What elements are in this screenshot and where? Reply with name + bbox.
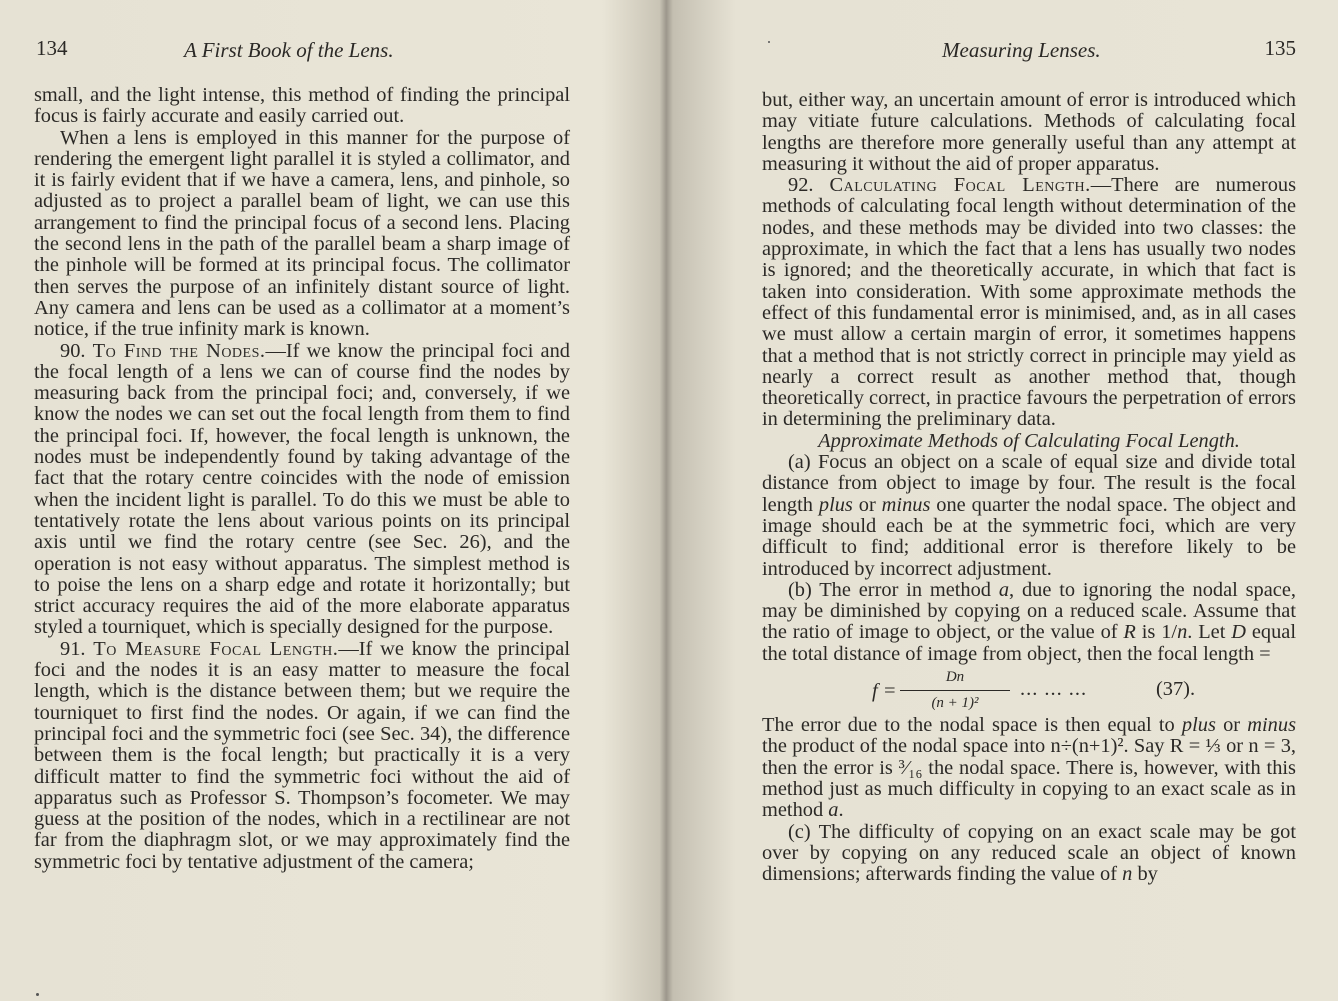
section-90 [34,341,570,639]
section-text: —If we know the principal foci and the focal length of a lens we can of course find the nodes by measuring back from the principal foci; and, conversely, if we know the nodes we can set out the focal length from them to find the principal foci. If, however, the focal length is unknown, the nodes must be independently found by taking advantage of the fact that the rotary centre coincides with the node of emission when the incident light is parallel. To do this we must be able to tentatively rotate the lens about various points on its principal axis until we find the rotary centre (see Sec. 26), and the operation is not easy without apparatus. The simplest method is to poise the lens on a sharp edge and rotate it horizontally; but strict accuracy requires the aid of the more elaborate apparatus styled a tourniquet, which is specially designed for the purpose. [34,339,570,639]
right-page-body [762,90,1296,885]
paper-speck [36,993,39,996]
page-number: 135 [1264,36,1296,60]
equation-number: (37). [1156,678,1196,701]
fraction-denominator: (n + 1)² [931,695,979,712]
method-a: (a) Focus an object on a scale of equal size and divide total distance from object to image by four. The result is the focal length plus or minus one quarter the nodal space. The object and image should each be at the symmetric foci, which are very difficult to find; additional error is therefore likely to be introduced by incorrect adjustment. [762,451,1296,580]
left-page [0,0,640,1001]
left-page-body [34,85,570,873]
section-number: 92. [788,174,830,197]
method-label: (c) [788,820,811,843]
method-c: (c) The difficulty of copying on an exact scale may be got over by copying on any reduced scale an object of known dimensions; afterwards finding the value of n by [762,820,1296,886]
paragraph: The error due to the nodal space is then equal to plus or minus the product of the nodal space into n÷(n+1)². Say R = ⅓ or n = 3, then the error is ³⁄₁₆ the nodal space. There is, however, with this method just as much difficulty in copying to an exact scale as in method a. [762,714,1296,822]
method-b: (b) The error in method a, due to ignoring the nodal space, may be diminished by copying on a reduced scale. Assume that the ratio of image to object, or the value of R is 1/n. Let D equal the total distance of image from object, then the focal length = [762,578,1296,665]
section-92 [762,175,1296,431]
section-heading: Calculating Focal Length. [829,174,1091,197]
method-label: (b) [788,578,812,601]
subheading: Approximate Methods of Calculating Focal Length. [818,429,1240,452]
section-number: 91. [60,637,94,660]
paragraph: small, and the light intense, this method of finding the principal focus is fairly accurate and easily carried out. [34,84,570,128]
equation-37 [762,667,1296,713]
fraction-numerator: Dn [900,667,1010,691]
left-page-header [0,36,640,66]
right-page-header [700,36,1338,66]
paragraph: but, either way, an uncertain amount of error is introduced which may vitiate future calculations. Methods of calculating focal lengths are therefore more generally useful than any attempt at measuring it without the aid of proper apparatus. [762,89,1296,175]
page-number: 134 [36,36,68,60]
paragraph: When a lens is employed in this manner for the purpose of rendering the emergent light parallel it is styled a collimator, and it is fairly evident that if we have a camera, lens, and pinhole, so adjusted as to project a parallel beam of light, we can use this arrangement to find the principal focus of a second lens. Placing the second lens in the path of the parallel beam a sharp image of the pinhole will be formed at its principal focus. The collimator then serves the purpose of an infinitely distant source of light. Any camera and lens can be used as a collimator at a moment’s notice, if the true infinity mark is known. [34,126,570,341]
equation-fraction [900,667,1010,715]
section-text: —If we know the principal foci and the nodes it is an easy matter to measure the focal length, which is the distance between them; but we require the tourniquet to first find the nodes. Or again, if we can find the principal foci and the symmetric foci (see Sec. 34), the difference between them is the focal length; but practically it is a very difficult matter to find the symmetric foci without the aid of apparatus such as Professor S. Thompson’s focometer. We may guess at the position of the nodes, which in a rectilinear are not far from the diaphragm slot, or we may approximately find the symmetric foci by tentative adjustment of the camera; [34,637,570,873]
right-page [700,0,1338,1001]
section-number: 90. [60,339,93,362]
equation-lhs: f = [872,680,897,703]
section-91 [34,639,570,873]
section-text: —There are numerous methods of calculating focal length without determination of the nodes, and these methods may be divided into two classes: the approximate, in which the fact that a lens has usually two nodes is ignored; and the theoretically accurate, in which that fact is taken into consideration. With some approximate methods the effect of this fundamental error is minimised, and, as in all cases we must allow a certain margin of error, it sometimes happens that a method that is not strictly correct in principle may yield as nearly a correct result as another method that, though theoretically correct, in practice favours the perpetration of errors in determining the preliminary data. [762,174,1297,431]
section-heading: To Find the Nodes. [92,339,266,362]
equation-dots: ... ... ... [1020,678,1088,701]
section-heading: To Measure Focal Length. [93,637,339,660]
running-title: A First Book of the Lens. [184,38,394,62]
running-title: Measuring Lenses. [942,38,1101,62]
method-label: (a) [788,451,811,474]
paper-speck [768,41,770,43]
